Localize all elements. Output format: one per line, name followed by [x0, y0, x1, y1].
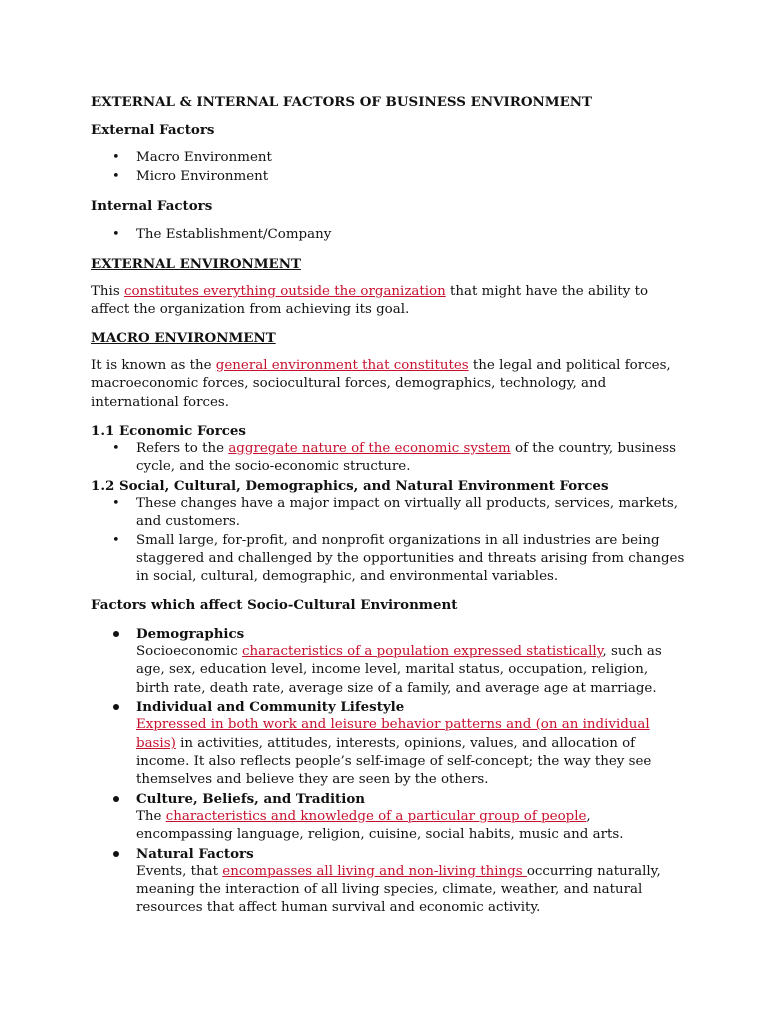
economic-forces-heading: 1.1 Economic Forces: [91, 423, 246, 439]
bullet-icon: [113, 704, 119, 710]
bullet-icon: •: [112, 496, 120, 511]
list-item-continued: in social, cultural, demographic, and environmental variables.: [136, 569, 559, 584]
highlight-text: Expressed in both work and leisure behavior patterns and (on an individual: [136, 717, 650, 732]
highlight-text: aggregate nature of the economic system: [228, 441, 511, 456]
bullet-icon: [113, 631, 119, 637]
external-factors-heading: External Factors: [91, 122, 215, 138]
bullet-icon: •: [112, 227, 120, 242]
highlight-text: basis): [136, 736, 176, 751]
internal-factors-heading: Internal Factors: [91, 198, 213, 214]
paragraph-line: income. It also reflects people’s self-image of self-concept; the way they see: [136, 754, 652, 769]
lifestyle-title: Individual and Community Lifestyle: [136, 699, 405, 715]
highlight-text: characteristics of a population expressed statistically: [242, 644, 603, 659]
culture-title: Culture, Beliefs, and Tradition: [136, 791, 366, 807]
paragraph-line: It is known as the general environment that constitutes the legal and political forces,: [91, 358, 671, 373]
list-item: Refers to the aggregate nature of the economic system of the country, business: [136, 441, 677, 456]
paragraph-line: meaning the interaction of all living species, climate, weather, and natural: [136, 882, 643, 897]
paragraph-line: This constitutes everything outside the organization that might have the ability to: [91, 284, 649, 299]
paragraph-line: encompassing language, religion, cuisine, social habits, music and arts.: [136, 827, 624, 842]
paragraph-line: The characteristics and knowledge of a particular group of people,: [136, 809, 591, 824]
list-item-continued: and customers.: [136, 514, 241, 529]
list-item: Micro Environment: [136, 169, 269, 184]
paragraph-line: age, sex, education level, income level, marital status, occupation, religion,: [136, 662, 649, 677]
natural-title: Natural Factors: [136, 846, 254, 862]
list-item: The Establishment/Company: [136, 227, 332, 242]
paragraph-line: basis) in activities, attitudes, interests, opinions, values, and allocation of: [136, 736, 636, 751]
highlight-text: encompasses all living and non-living things: [222, 864, 527, 879]
bullet-icon: •: [112, 533, 120, 548]
list-item: Small large, for-profit, and nonprofit organizations in all industries are being: [136, 533, 660, 548]
list-item: Macro Environment: [136, 150, 272, 165]
list-item: These changes have a major impact on virtually all products, services, markets,: [136, 496, 679, 511]
paragraph-line: macroeconomic forces, sociocultural forces, demographics, technology, and: [91, 376, 607, 391]
list-item-continued: staggered and challenged by the opportunities and threats arising from changes: [136, 551, 685, 566]
paragraph-line: affect the organization from achieving its goal.: [91, 302, 410, 317]
highlight-text: characteristics and knowledge of a particular group of people: [165, 809, 587, 824]
bullet-icon: •: [112, 150, 120, 165]
paragraph-line: Events, that encompasses all living and non-living things occurring naturally,: [136, 864, 661, 879]
list-item-continued: cycle, and the socio-economic structure.: [136, 459, 411, 474]
external-environment-heading: EXTERNAL ENVIRONMENT: [91, 256, 301, 272]
paragraph-line: [136, 716, 650, 734]
bullet-icon: [113, 851, 119, 857]
highlight-text: general environment that constitutes: [215, 358, 469, 373]
bullet-icon: [113, 796, 119, 802]
page-title: EXTERNAL & INTERNAL FACTORS OF BUSINESS ENVIRONMENT: [91, 94, 593, 110]
social-forces-heading: 1.2 Social, Cultural, Demographics, and Natural Environment Forces: [91, 478, 609, 494]
paragraph-line: birth rate, death rate, average size of a family, and average age at marriage.: [136, 681, 657, 696]
factors-heading: Factors which affect Socio-Cultural Environment: [91, 597, 458, 613]
demographics-title: Demographics: [136, 626, 245, 642]
paragraph-line: Socioeconomic characteristics of a population expressed statistically, such as: [136, 644, 662, 659]
paragraph-line: themselves and believe they are seen by the others.: [136, 772, 489, 787]
highlight-text: constitutes everything outside the organization: [123, 284, 446, 299]
paragraph-line: resources that affect human survival and economic activity.: [136, 900, 541, 915]
paragraph-line: international forces.: [91, 395, 230, 410]
bullet-icon: •: [112, 441, 120, 456]
bullet-icon: •: [112, 169, 120, 184]
macro-environment-heading: MACRO ENVIRONMENT: [91, 330, 276, 346]
